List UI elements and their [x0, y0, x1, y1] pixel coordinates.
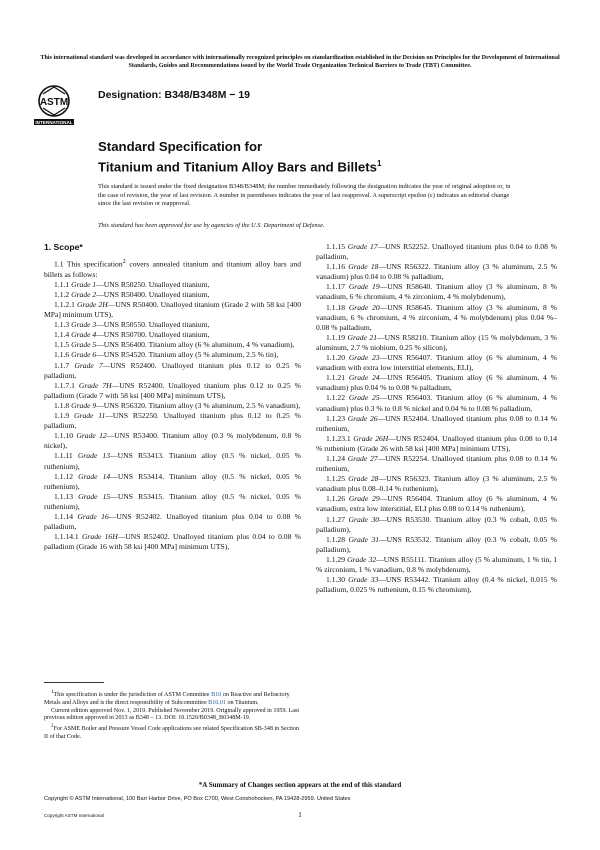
grade-label: Grade 5 — [71, 340, 97, 350]
footnote-1-text-b: on Reactive and Refractory Metals and Alloys and is the direct responsibility of Subcommittee — [44, 692, 290, 706]
scope-item — [316, 282, 557, 302]
grade-label: Grade 3 — [71, 320, 97, 330]
scope-item — [44, 472, 301, 492]
committee-link[interactable]: B10 — [211, 692, 222, 699]
grade-label: Grade 29 — [348, 494, 380, 504]
scope-item-text: —UNS R52404. Unalloyed titanium plus 0.08 to 0.14 % ruthenium (Grade 26 with 58 ksi [400 MPa] minimum UTS), — [316, 433, 558, 453]
scope-item-number: 1.1.11 — [54, 451, 78, 461]
scope-item-number: 1.1.8 — [54, 400, 72, 410]
scope-item-number: 1.1.4 — [54, 330, 72, 340]
scope-item-number: 1.1.23.1 — [326, 433, 354, 443]
scope-item-number: 1.1.14.1 — [54, 532, 82, 542]
scope-item-text: —UNS R56404. Titanium alloy (6 % aluminum, 4 % vanadium, extra low interstitial, ELI plus 0.08 to 0.14 % ruthenium), — [316, 494, 557, 514]
footnote-1-text-c: on Titanium. — [225, 699, 259, 706]
scope-item-text: —UNS R50250. Unalloyed titanium, — [96, 279, 210, 289]
grade-label: Grade 26H — [353, 433, 389, 443]
scope-item-number: 1.1.24 — [326, 453, 348, 463]
grade-label: Grade 6 — [71, 350, 97, 360]
logo-monogram: ASTM — [39, 97, 69, 108]
scope-item — [44, 280, 301, 290]
footnote-2-text: For ASME Boiler and Pressure Vessel Code applications see related Specification SB-348 in Section II of that Code. — [44, 726, 300, 741]
scope-item-text: —UNS R55111. Titanium alloy (5 % aluminum, 1 % tin, 1 % zirconium, 1 % vanadium, 0.8 % molybdenum), — [316, 554, 557, 574]
footnote-ref: 2 — [122, 258, 126, 266]
scope-item-text: —UNS R53400. Titanium alloy (0.3 % molybdenum, 0.8 % nickel), — [44, 431, 301, 451]
copyright-line: Copyright © ASTM International, 100 Barr Harbor Drive, PO Box C700, West Conshohocken, PA 19428-2959. United States — [44, 796, 351, 802]
scope-item — [44, 512, 301, 532]
scope-item-text: —UNS R56405. Titanium alloy (6 % aluminum, 4 % vanadium) plus 0.04 % to 0.08 % palladium, — [316, 373, 557, 393]
scope-item — [316, 434, 557, 454]
scope-item-number: 1.1.27 — [326, 514, 349, 524]
document-title — [98, 138, 381, 175]
grade-label: Grade 20 — [348, 302, 380, 312]
scope-item-text: —UNS R52402. Unalloyed titanium plus 0.04 to 0.08 % palladium (Grade 16 with 58 ksi [400 MPa] minimum UTS), — [44, 532, 301, 552]
scope-item — [316, 474, 557, 494]
title-footnote-mark: 1 — [376, 159, 382, 168]
scope-item — [44, 320, 301, 330]
scope-item — [44, 330, 301, 340]
grade-label: Grade 32 — [347, 554, 377, 564]
scope-item-text: —UNS R56320. Titanium alloy (3 % aluminum, 2.5 % vanadium), — [96, 400, 301, 410]
scope-item-text: —UNS R52404. Unalloyed titanium plus 0.08 to 0.14 % ruthenium, — [316, 413, 557, 433]
grade-label: Grade 13 — [77, 451, 111, 461]
grade-label: Grade 19 — [348, 282, 380, 292]
scope-item-text: —UNS R56407. Titanium alloy (6 % aluminum, 4 % vanadium with extra low interstitial elements, ELI), — [316, 353, 557, 373]
scope-item — [316, 494, 557, 514]
footnotes — [44, 682, 301, 742]
grade-label: Grade 17 — [347, 242, 378, 251]
footnote-1 — [44, 689, 301, 708]
grade-label: Grade 33 — [348, 575, 379, 585]
scope-item-number: 1.1.5 — [54, 340, 72, 350]
scope-item-text: —UNS R52252. Unalloyed titanium plus 0.04 to 0.08 % palladium, — [316, 242, 557, 262]
scope-item-text: —UNS R50550. Unalloyed titanium, — [96, 320, 210, 330]
grade-label: Grade 2 — [71, 289, 97, 299]
designation: Designation: B348/B348M − 19 — [98, 89, 251, 101]
scope-item-number: 1.1.14 — [54, 511, 78, 521]
scope-item — [316, 242, 557, 262]
scope-item-text: —UNS R50400. Unalloyed titanium, — [96, 289, 210, 299]
grade-label: Grade 4 — [71, 330, 97, 340]
scope-item-number: 1.1.2.1 — [54, 300, 77, 309]
scope-item — [44, 381, 301, 401]
grade-label: Grade 7 — [74, 360, 103, 370]
scope-item-number: 1.1.28 — [326, 534, 349, 544]
scope-item — [44, 340, 301, 350]
scope-item-number: 1.1.1 — [54, 279, 72, 289]
scope-item — [44, 290, 301, 300]
scope-item-text: —UNS R50700. Unalloyed titanium, — [96, 330, 210, 340]
scope-item-text: —UNS R56400. Titanium alloy (6 % aluminum, 4 % vanadium), — [96, 340, 295, 350]
scope-item-text: —UNS R53532. Titanium alloy (0.3 % cobalt, 0.05 % palladium), — [316, 534, 557, 554]
scope-item-number: 1.1.6 — [54, 350, 72, 360]
scope-item-number: 1.1.7 — [54, 360, 75, 370]
footnote-1-mark: 1 — [51, 689, 54, 695]
tbt-notice: This international standard was developed in accordance with internationally recognized principles on standardization established in the Decision on Principles for the Development of International Standards, Guides and Recommendations issued by the World Trade Organization Technical Barriers to Trade (TBT) Committee. — [40, 54, 560, 69]
scope-item-text: —UNS R52400. Unalloyed titanium plus 0.12 to 0.25 % palladium (Grade 7 with 58 ksi [400 MPa] minimum UTS), — [44, 380, 301, 400]
scope-item-number: 1.1 This specification — [54, 259, 123, 269]
page-number: 1 — [298, 810, 302, 819]
right-column — [316, 242, 557, 595]
scope-item-number: 1.1.10 — [54, 431, 77, 441]
scope-item-number: 1.1.30 — [326, 575, 349, 585]
grade-label: Grade 25 — [348, 393, 380, 403]
scope-item — [316, 393, 557, 413]
scope-item-number: 1.1.23 — [326, 413, 348, 423]
scope-item — [316, 303, 557, 333]
scope-item-number: 1.1.26 — [326, 494, 349, 504]
scope-item-text: —UNS R52402. Unalloyed titanium plus 0.04 to 0.08 % palladium, — [44, 511, 301, 532]
scope-item-number: 1.1.18 — [326, 302, 349, 312]
scope-item — [316, 555, 557, 575]
scope-item-text: —UNS R54520. Titanium alloy (5 % aluminum, 2.5 % tin), — [96, 350, 279, 360]
scope-item-text: —UNS R58640. Titanium alloy (3 % aluminum, 8 % vanadium, 6 % chromium, 4 % zirconium, 4 % molybdenum), — [316, 282, 557, 302]
scope-item — [44, 492, 301, 512]
grade-label: Grade 9 — [71, 400, 97, 410]
title-line-1: Standard Specification for — [98, 139, 263, 154]
grade-label: Grade 21 — [347, 332, 378, 342]
scope-item-number: 1.1.9 — [54, 411, 75, 421]
scope-item — [44, 411, 301, 431]
scope-item-number: 1.1.20 — [326, 353, 349, 363]
scope-item — [44, 361, 301, 381]
scope-item-number: 1.1.7.1 — [54, 380, 79, 390]
scope-item-text: —UNS R56403. Titanium alloy (6 % aluminum, 4 % vanadium) plus 0.3 % to 0.8 % nickel and 0.04 % to 0.08 % palladium, — [316, 393, 557, 413]
scope-item-number: 1.1.15 — [326, 242, 348, 251]
summary-of-changes-note: *A Summary of Changes section appears at the end of this standard — [198, 781, 402, 789]
scope-item — [44, 350, 301, 360]
issued-statement: This standard is issued under the fixed designation B348/B348M; the number immediately following the designation indicates the year of original adoption or, in the case of revision, the year of last revision. A number in parentheses indicates the year of last reapproval. A superscript epsilon (ε) indicates an editorial change since the last revision or reapproval. — [98, 183, 511, 208]
grade-label: Grade 31 — [348, 534, 380, 544]
grade-label: Grade 2H — [76, 300, 108, 309]
grade-label: Grade 16 — [77, 511, 109, 521]
scope-item-text: —UNS R56323. Titanium alloy (3 % aluminum, 2.5 % vanadium plus 0.08–0.14 % ruthenium), — [316, 474, 557, 494]
scope-item — [44, 431, 301, 451]
scope-item — [316, 373, 557, 393]
scope-item-text: —UNS R56322. Titanium alloy (3 % aluminum, 2.5 % vanadium) plus 0.04 to 0.08 % palladium, — [316, 262, 557, 282]
dod-approval: This standard has been approved for use by agencies of the U.S. Department of Defense. — [98, 222, 325, 229]
scope-item-number: 1.1.2 — [54, 289, 72, 299]
scope-item-text: —UNS R58645. Titanium alloy (3 % aluminum, 8 % vanadium, 6 % chromium, 4 % zirconium, 4 % molybdenum) plus 0.04 %–0.08 % palladium, — [316, 302, 557, 332]
edition-note: Current edition approved Nov. 1, 2019. Published November 2019. Originally approved in 1959. Last previous edition approved in 2013 as B348 – 13. DOI: 10.1520/B0348_B0348M-19. — [44, 707, 300, 722]
copyright-footer: Copyright ASTM International — [44, 813, 105, 818]
astm-logo — [32, 82, 76, 126]
scope-item-number: 1.1.17 — [326, 282, 349, 292]
grade-label: Grade 28 — [348, 474, 379, 484]
scope-item — [316, 262, 557, 282]
logo-text: INTERNATIONAL — [35, 120, 73, 125]
scope-item-text: —UNS R53530. Titanium alloy (0.3 % cobalt, 0.05 % palladium), — [316, 514, 557, 534]
scope-item — [44, 257, 301, 280]
subcommittee-link[interactable]: B10.01 — [208, 699, 226, 706]
scope-item — [316, 333, 557, 353]
grade-label: Grade 27 — [347, 453, 378, 463]
scope-item-number: 1.1.12 — [54, 471, 79, 481]
scope-item-text: —UNS R52254. Unalloyed titanium plus 0.08 to 0.14 % ruthenium, — [316, 453, 557, 474]
scope-item-number: 1.1.29 — [326, 554, 348, 564]
scope-item — [316, 575, 557, 595]
scope-item-text: —UNS R50400. Unalloyed titanium (Grade 2 with 58 ksi [400 MPa] minimum UTS), — [44, 300, 302, 320]
title-line-2-text: Titanium and Titanium Alloy Bars and Billets — [98, 159, 377, 175]
grade-label: Grade 11 — [74, 411, 106, 421]
scope-item-number: 1.1.22 — [326, 393, 349, 403]
grade-label: Grade 15 — [78, 491, 111, 501]
footnote-2-mark: 2 — [51, 723, 54, 730]
scope-item-number: 1.1.16 — [326, 262, 349, 272]
grade-label: Grade 14 — [78, 471, 111, 481]
scope-item-number: 1.1.21 — [326, 373, 349, 383]
grade-label: Grade 24 — [348, 373, 380, 383]
scope-item-text: covers annealed titanium and titanium alloy bars and billets as follows: — [44, 259, 302, 279]
scope-item-text: —UNS R58210. Titanium alloy (15 % molybdenum, 3 % aluminum, 2.7 % niobium, 0.25 % silicon), — [316, 332, 557, 352]
footnote-2 — [44, 723, 301, 742]
scope-item-text: —UNS R53413. Titanium alloy (0.5 % nickel, 0.05 % ruthenium), — [44, 451, 301, 471]
grade-label: Grade 1 — [71, 279, 97, 289]
scope-item — [316, 414, 557, 434]
title-line-2 — [98, 155, 381, 175]
scope-item-text: —UNS R53442. Titanium alloy (0.4 % nickel, 0.015 % palladium, 0.025 % ruthenium, 0.15 % chromium), — [316, 575, 558, 595]
scope-item — [316, 353, 557, 373]
grade-label: Grade 12 — [76, 431, 107, 441]
scope-item-number: 1.1.25 — [326, 474, 349, 484]
scope-item — [316, 535, 557, 555]
grade-label: Grade 7H — [78, 380, 112, 390]
scope-item — [44, 532, 301, 552]
scope-item-text: —UNS R52250. Unalloyed titanium plus 0.12 to 0.25 % palladium, — [44, 411, 301, 431]
scope-item-text: —UNS R52400. Unalloyed titanium plus 0.12 to 0.25 % palladium, — [44, 360, 301, 380]
scope-heading: 1. Scope* — [44, 242, 83, 252]
scope-item-text: —UNS R53415. Titanium alloy (0.5 % nickel, 0.05 % ruthenium), — [44, 491, 301, 511]
scope-item — [44, 300, 301, 320]
grade-label: Grade 30 — [348, 514, 380, 524]
left-column — [44, 242, 301, 552]
scope-item-text: —UNS R53414. Titanium alloy (0.5 % nickel, 0.05 % ruthenium), — [44, 471, 301, 491]
scope-item-number: 1.1.19 — [326, 332, 348, 342]
scope-item-number: 1.1.3 — [54, 320, 72, 330]
grade-label: Grade 23 — [348, 353, 380, 363]
footnote-rule — [44, 682, 104, 683]
grade-label: Grade 26 — [347, 413, 378, 423]
scope-item — [316, 454, 557, 474]
grade-label: Grade 16H — [81, 532, 118, 542]
scope-item — [316, 515, 557, 535]
grade-label: Grade 18 — [348, 262, 379, 272]
footnote-1-text-a: This specification is under the jurisdiction of ASTM Committee — [53, 692, 212, 699]
scope-item — [44, 451, 301, 471]
scope-item — [44, 401, 301, 411]
scope-item-number: 1.1.13 — [54, 491, 79, 501]
